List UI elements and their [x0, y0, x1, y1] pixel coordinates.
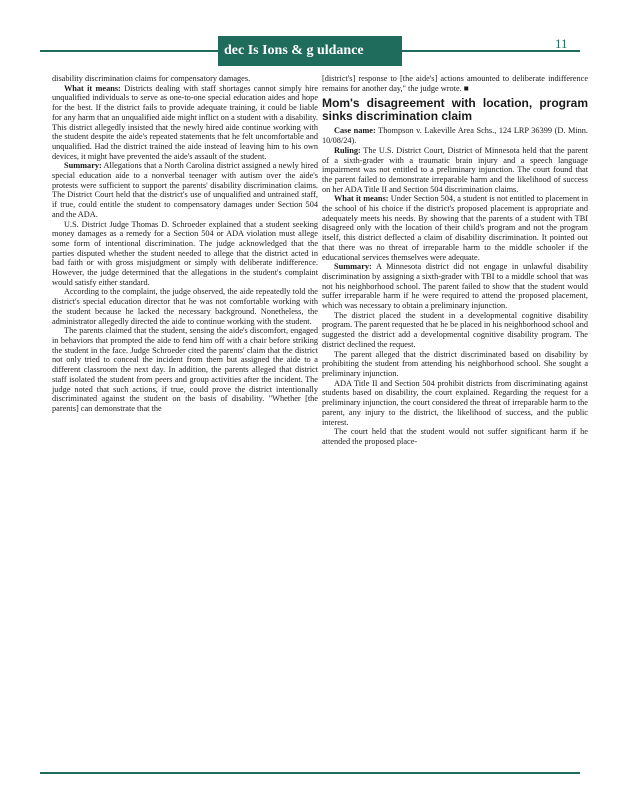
case-name-label: Case name: [334, 126, 376, 136]
paragraph-text: Districts dealing with staff shortages cannot simply hire unqualified individuals to serve as one-to-one special education aides and hope for the best. If the district fails to provide adequate training, it could be liable for any harm that an unqualified aide might inflict on a student with a disability. This district allegedly insisted that the newly hired aide continue working with the student despite the aide's repeated statements that he felt uncomfortable and unqualified. Had the district trained the aide instead of leaving him to his own devices, it might have prevented the aide's assault of the student. [52, 83, 318, 161]
paragraph-text: disability discrimination claims for compensatory damages. [52, 74, 251, 83]
body-paragraph [322, 194, 588, 262]
paragraph-text: The parent alleged that the district discriminated based on disability by prohibiting the student from attending his neighborhood school. She sought a preliminary injunction. [322, 349, 588, 378]
paragraph-text: [district's] response to [the aide's] actions amounted to deliberate indifference remains for another day," the judge wrote. ■ [322, 74, 588, 93]
right-column [322, 74, 588, 447]
paragraph-text: ADA Title II and Section 504 prohibit districts from discriminating against students based on disability, the court explained. Regarding the request for a preliminary injunction, the court considered the threat of irreparable harm to the parent, any injury to the district, the likelihood of success, and the public interest. [322, 378, 588, 427]
body-paragraph [52, 220, 318, 288]
paragraph-text: Thompson v. Lakeville Area Schs., 124 LRP 36399 (D. Minn. 10/08/24). [322, 126, 588, 146]
section-lead-label: What it means: [64, 83, 121, 93]
page-number: 11 [555, 36, 568, 51]
section-lead-label: What it means: [334, 194, 389, 204]
body-paragraph [322, 262, 588, 311]
section-lead-label: Summary: [334, 262, 372, 272]
paragraph-text: The district placed the student in a developmental cognitive disability program. The parent requested that he be placed in his neighborhood school and suggested the district add a developmental cognitive disability program. The district declined the request. [322, 310, 588, 349]
header-rule-left [40, 50, 218, 52]
body-paragraph [52, 84, 318, 162]
body-paragraph [322, 427, 588, 446]
body-paragraph [52, 326, 318, 413]
paragraph-text: The U.S. District Court, District of Minnesota held that the parent of a sixth-grader with a traumatic brain injury and a speech language impairment was not entitled to a preliminary injunction. The court found that the parent failed to demonstrate irreparable harm and the likelihood of success on her ADA Title II and Section 504 discrimination claims. [322, 145, 588, 194]
body-paragraph [52, 287, 318, 326]
section-title: dec Is Ions & g uldance [224, 43, 364, 58]
paragraph-text: A Minnesota district did not engage in unlawful disability discrimination by assigning a sixth-grader with TBI to a middle school that was not his neighborhood school. The parent failed to show that the student would suffer irreparable harm if he were required to attend the proposed placement, which was necessary to obtain a preliminary injunction. [322, 262, 588, 311]
paragraph-text: According to the complaint, the judge observed, the aide repeatedly told the district's special education director that he was not comfortable working with the student because he lacked the necessary background. Nonetheless, the administrator allegedly directed the aide to continue working with the student. [52, 287, 318, 326]
body-paragraph [322, 379, 588, 428]
header-rule-right [402, 50, 580, 52]
paragraph-text: The court held that the student would not suffer significant harm if he attended the proposed place- [322, 427, 588, 446]
footer-rule [40, 772, 580, 774]
paragraph-text: Under Section 504, a student is not entitled to placement in the school of his choice if the district's proposed placement is appropriate and adequately meets his needs. By showing that the parents of a student with TBI disagreed only with the location of their child's program and not the program itself, this district deflected a claim of disability discrimination. It pointed out that there was no threat of irreparable harm to the middle schooler if the educational services themselves were adequate. [322, 194, 588, 262]
paragraph-text: Allegations that a North Carolina district assigned a newly hired special education aide to a nonverbal teenager with autism over the aide's protests were sufficient to support the parents' disability discrimination claims. The District Court held that the district's use of unqualified and untrained staff, if true, could entitle the student to compensatory damages under Section 504 and the ADA. [52, 161, 318, 219]
body-paragraph [322, 146, 588, 195]
article-headline: Mom's disagreement with location, program sinks discrimination claim [322, 96, 588, 124]
body-paragraph [322, 311, 588, 350]
body-paragraph [52, 161, 318, 219]
body-paragraph [52, 74, 318, 84]
section-lead-label: Summary: [64, 161, 102, 171]
body-paragraph [322, 350, 588, 379]
body-paragraph [322, 126, 588, 145]
body-paragraph [322, 74, 588, 93]
paragraph-text: The parents claimed that the student, sensing the aide's discomfort, engaged in behaviors that prompted the aide to fend him off with a chair before striking the student in the face. Judge Schroeder cited the parents' claim that the district not only tried to conceal the incident from them but assigned the aide to a different classroom the next day. In addition, the parents alleged that district staff isolated the student from peers and group activities after the incident. The judge noted that such actions, if true, could prove the district intentionally discriminated against the student on the basis of disability. "Whether [the parents] can demonstrate that the [52, 326, 318, 413]
left-column [52, 74, 318, 414]
paragraph-text: U.S. District Judge Thomas D. Schroeder explained that a student seeking money damages as a remedy for a Section 504 or ADA violation must allege some form of intentional discrimination. The judge acknowledged that the parties disputed whether the student needed to allege that the district acted in bad faith or with gross misjudgment or simply with deliberate indifference. However, the judge determined that the allegations in the student's complaint would satisfy either standard. [52, 219, 318, 287]
section-lead-label: Ruling: [334, 145, 361, 155]
